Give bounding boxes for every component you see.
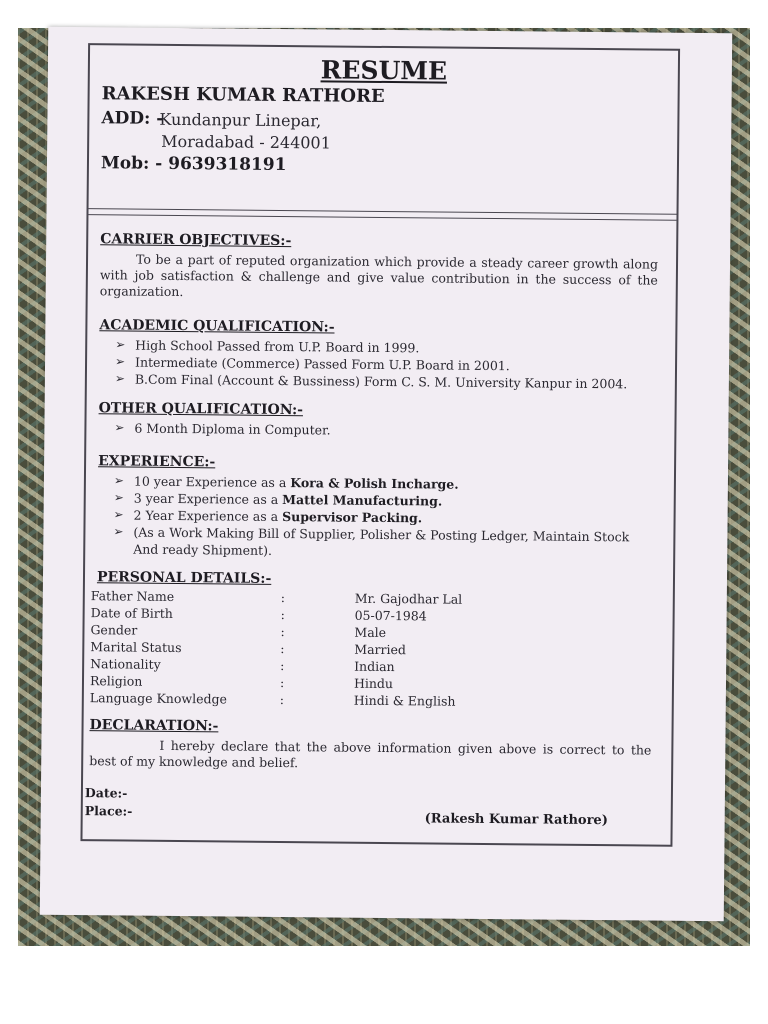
personal-value: Hindi & English xyxy=(353,692,456,709)
list-item xyxy=(113,523,653,562)
objectives-text xyxy=(100,251,658,304)
personal-details-heading: PERSONAL DETAILS:- xyxy=(96,569,272,587)
list-item xyxy=(114,419,654,441)
resume-paper xyxy=(40,27,732,922)
resume-title: RESUME xyxy=(320,55,448,86)
personal-value: Married xyxy=(354,641,406,658)
arrow-bullet-icon: ➢ xyxy=(115,337,126,352)
arrow-bullet-icon: ➢ xyxy=(113,490,124,505)
objectives-text-body: To be a part of reputed organization which provide a steady career growth along with job satisfaction & challenge and give value contribution in the success of the organization. xyxy=(99,251,659,300)
other-qualification-heading: OTHER QUALIFICATION:- xyxy=(98,400,304,419)
personal-label: Gender xyxy=(90,622,138,638)
personal-value: Mr. Gajodhar Lal xyxy=(354,590,463,607)
personal-colon: : xyxy=(279,674,285,691)
personal-value: Male xyxy=(354,624,387,641)
personal-label: Language Knowledge xyxy=(89,690,227,707)
applicant-name: RAKESH KUMAR RATHORE xyxy=(101,83,385,107)
address-line-2: Moradabad - 244001 xyxy=(161,131,331,153)
experience-heading: EXPERIENCE:- xyxy=(98,453,216,471)
other-qualification-list xyxy=(114,419,654,441)
other-item-text: 6 Month Diploma in Computer. xyxy=(134,420,331,438)
place-label: Place:- xyxy=(84,803,133,819)
arrow-bullet-icon: ➢ xyxy=(113,507,124,522)
declaration-text xyxy=(89,737,651,774)
experience-item-text: (As a Work Making Bill of Supplier, Polisher & Posting Ledger, Maintain Stock And ready Shipment). xyxy=(133,524,630,558)
address-label: ADD: - xyxy=(101,108,164,129)
experience-list xyxy=(113,472,654,562)
arrow-bullet-icon: ➢ xyxy=(114,371,126,386)
experience-item-role: Mattel Manufacturing. xyxy=(282,492,443,509)
experience-item-text: 2 Year Experience as a xyxy=(133,507,283,525)
header-divider-double xyxy=(88,214,676,221)
experience-item-text: 3 year Experience as a xyxy=(133,490,283,508)
mobile-number: Mob: - 9639318191 xyxy=(100,153,287,176)
header-divider xyxy=(89,208,677,215)
personal-colon: : xyxy=(279,691,285,708)
declaration-text-body: I hereby declare that the above information given above is correct to the best of my knowledge and belief. xyxy=(89,737,652,771)
arrow-bullet-icon: ➢ xyxy=(114,420,125,435)
experience-item-role: Kora & Polish Incharge. xyxy=(290,475,459,492)
academic-heading: ACADEMIC QUALIFICATION:- xyxy=(99,317,335,336)
personal-value: Hindu xyxy=(353,675,394,692)
arrow-bullet-icon: ➢ xyxy=(115,354,126,369)
address-line-1: Kundanpur Linepar, xyxy=(159,109,322,131)
resume-frame xyxy=(80,43,680,847)
declaration-heading: DECLARATION:- xyxy=(89,717,219,735)
personal-colon: : xyxy=(280,589,286,606)
academic-list xyxy=(115,336,655,392)
personal-value: 05-07-1984 xyxy=(354,607,427,624)
signature-name: (Rakesh Kumar Rathore) xyxy=(424,811,608,829)
arrow-bullet-icon: ➢ xyxy=(113,524,124,539)
academic-item-text: Intermediate (Commerce) Passed Form U.P. Board in 2001. xyxy=(134,354,510,374)
personal-label: Marital Status xyxy=(90,639,182,656)
personal-colon: : xyxy=(280,623,285,640)
arrow-bullet-icon: ➢ xyxy=(113,473,125,488)
personal-value: Indian xyxy=(354,658,395,675)
personal-label: Father Name xyxy=(90,588,175,604)
experience-item-role: Supervisor Packing. xyxy=(282,509,423,526)
date-label: Date:- xyxy=(84,785,128,801)
objectives-heading: CARRIER OBJECTIVES:- xyxy=(100,231,292,250)
personal-colon: : xyxy=(280,640,285,657)
personal-label: Nationality xyxy=(90,656,161,672)
experience-item-text: 10 year Experience as a xyxy=(133,473,291,491)
personal-colon: : xyxy=(280,606,285,623)
personal-label: Religion xyxy=(89,673,143,689)
personal-label: Date of Birth xyxy=(90,605,173,621)
personal-colon: : xyxy=(280,657,285,674)
academic-item-text: High School Passed from U.P. Board in 1999. xyxy=(135,337,420,356)
academic-item-text: B.Com Final (Account & Bussiness) Form C. S. M. University Kanpur in 2004. xyxy=(134,371,628,392)
